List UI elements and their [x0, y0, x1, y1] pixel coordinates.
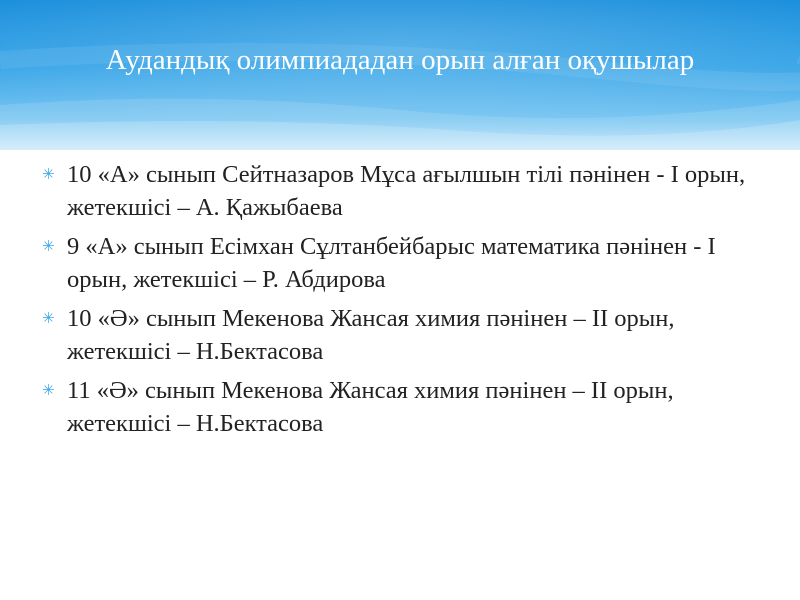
asterisk-icon: ✳ [42, 381, 55, 399]
list-item-text: 11 «Ә» сынып Мекенова Жансая химия пәнінен – ІІ орын, жетекшісі – Н.Бектасова [67, 377, 674, 437]
asterisk-icon: ✳ [42, 309, 55, 327]
list-item [40, 230, 760, 296]
bullet-list [40, 158, 760, 446]
list-item [40, 302, 760, 368]
title-banner [0, 0, 800, 150]
list-item-text: 10 «А» сынып Сейтназаров Мұса ағылшын тілі пәнінен - І орын, жетекшісі – А. Қажыбаева [67, 161, 746, 221]
asterisk-icon: ✳ [42, 165, 55, 183]
list-item-text: 9 «А» сынып Есімхан Сұлтанбейбарыс математика пәнінен - І орын, жетекшісі – Р. Абдирова [67, 233, 716, 293]
asterisk-icon: ✳ [42, 237, 55, 255]
slide-title: Аудандық олимпиададан орын алған оқушылар [105, 44, 695, 76]
list-item [40, 158, 760, 224]
list-item-text: 10 «Ә» сынып Мекенова Жансая химия пәнінен – ІІ орын, жетекшісі – Н.Бектасова [67, 305, 675, 365]
list-item [40, 374, 760, 440]
